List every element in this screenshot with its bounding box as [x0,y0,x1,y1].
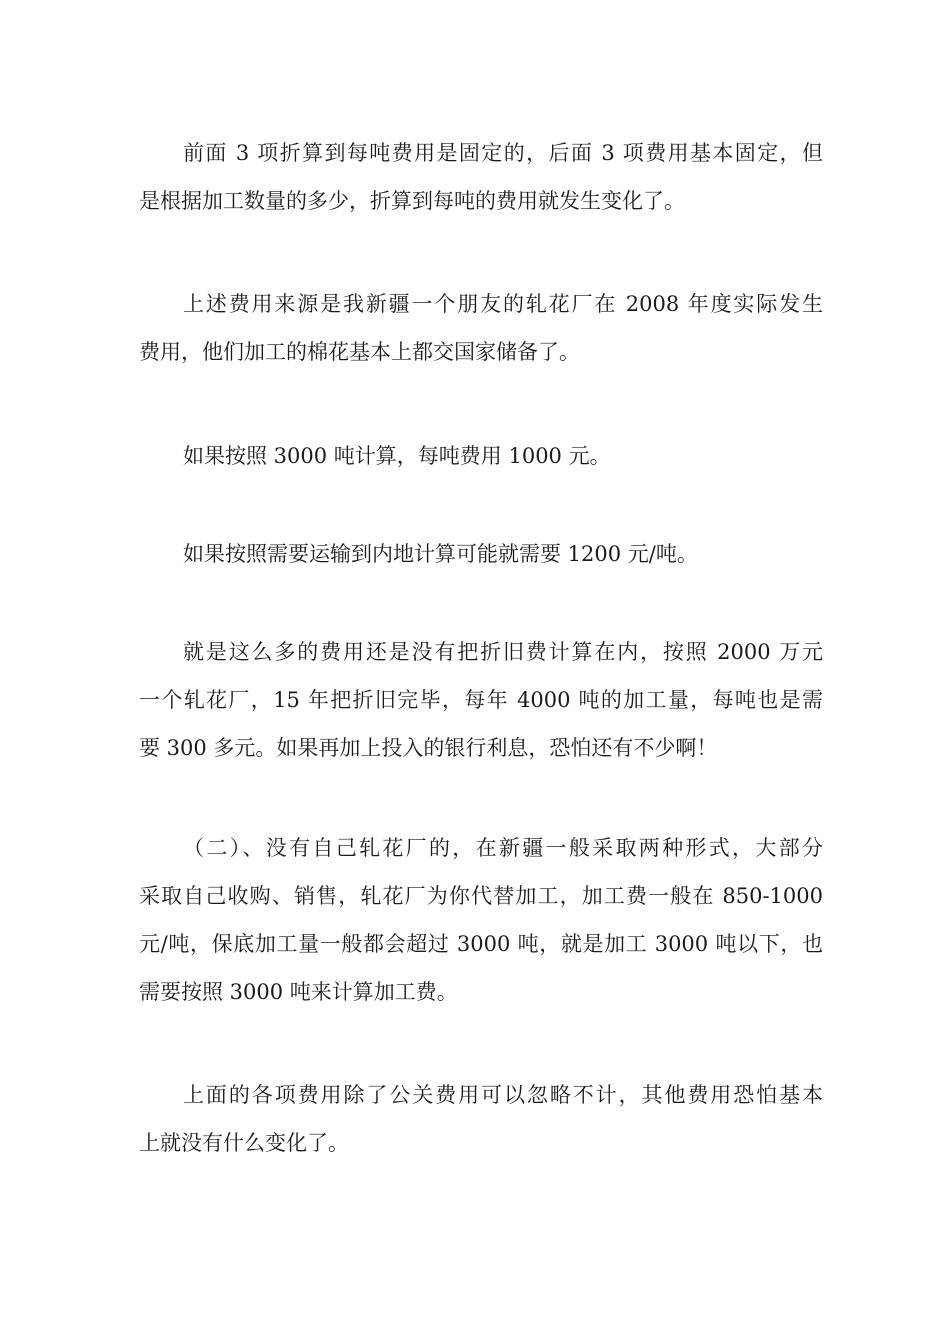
paragraph-line: 如果按照 3000 吨计算，每吨费用 1000 元。 [183,444,611,468]
paragraph-2 [139,280,823,376]
paragraph-3 [139,432,823,480]
paragraph-line: 采取自己收购、销售，轧花厂为你代替加工，加工费一般在 850-1000 [139,884,823,908]
paragraph-line: 上就没有什么变化了。 [139,1131,349,1155]
paragraph-5 [139,628,823,772]
paragraph-line: 一个轧花厂，15 年把折旧完毕，每年 4000 吨的加工量，每吨也是需 [139,688,823,712]
paragraph-line: 如果按照需要运输到内地计算可能就需要 1200 元/吨。 [183,542,698,566]
paragraph-line: 费用，他们加工的棉花基本上都交国家储备了。 [139,340,580,364]
paragraph-6 [139,824,823,1016]
paragraph-4 [139,530,823,578]
paragraph-line: （二）、没有自己轧花厂的，在新疆一般采取两种形式，大部分 [183,836,823,860]
paragraph-line: 元/吨，保底加工量一般都会超过 3000 吨，就是加工 3000 吨以下，也 [139,932,823,956]
paragraph-7 [139,1071,823,1167]
paragraph-line: 上述费用来源是我新疆一个朋友的轧花厂在 2008 年度实际发生 [183,292,823,316]
paragraph-line: 需要按照 3000 吨来计算加工费。 [139,980,458,1004]
paragraph-line: 前面 3 项折算到每吨费用是固定的，后面 3 项费用基本固定，但 [183,141,823,165]
paragraph-line: 要 300 多元。如果再加上投入的银行利息，恐怕还有不少啊！ [139,736,718,760]
paragraph-line: 就是这么多的费用还是没有把折旧费计算在内，按照 2000 万元 [183,640,823,664]
paragraph-line: 是根据加工数量的多少，折算到每吨的费用就发生变化了。 [139,189,685,213]
paragraph-line: 上面的各项费用除了公关费用可以忽略不计，其他费用恐怕基本 [183,1083,823,1107]
paragraph-1 [139,129,823,225]
